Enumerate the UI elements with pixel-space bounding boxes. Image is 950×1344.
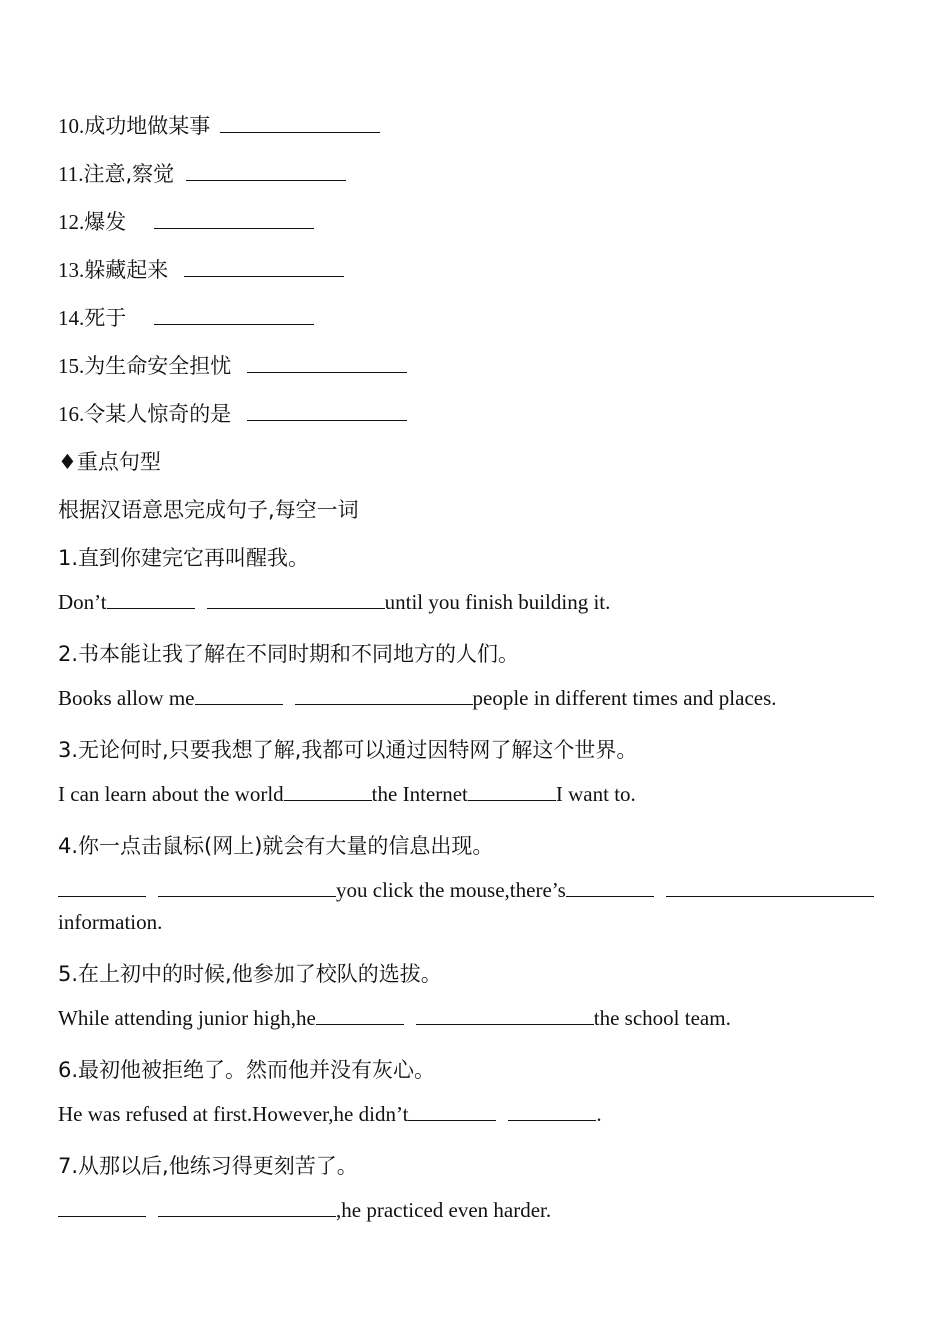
answer-blank[interactable] <box>158 878 336 897</box>
phrase-text: 死于 <box>84 306 127 330</box>
phrase-item-15 <box>58 350 407 380</box>
answer-blank[interactable] <box>186 162 346 181</box>
sentence-text: until you finish building it. <box>384 590 611 614</box>
sentence-6-chinese: 6.最初他被拒绝了。然而他并没有灰心。 <box>58 1058 436 1082</box>
answer-blank[interactable] <box>316 1006 404 1025</box>
phrase-text: 注意,察觉 <box>83 162 175 186</box>
sentence-text: . <box>596 1102 602 1126</box>
answer-blank[interactable] <box>247 354 407 373</box>
answer-blank[interactable] <box>207 590 385 609</box>
phrase-number: 13. <box>58 258 85 282</box>
answer-blank[interactable] <box>508 1102 596 1121</box>
answer-blank[interactable] <box>666 878 874 897</box>
sentence-6-english <box>58 1102 602 1127</box>
sentence-5-english <box>58 1006 731 1031</box>
sentence-1-chinese: 1.直到你建完它再叫醒我。 <box>58 546 310 570</box>
phrase-text: 爆发 <box>84 210 127 234</box>
answer-blank[interactable] <box>416 1006 594 1025</box>
sentence-text: information. <box>58 910 163 934</box>
phrase-number: 15. <box>58 354 85 378</box>
phrase-text: 躲藏起来 <box>84 258 169 282</box>
phrase-item-12 <box>58 206 314 236</box>
phrase-number: 11. <box>58 162 84 186</box>
section-instruction: 根据汉语意思完成句子,每空一词 <box>58 498 359 522</box>
sentence-text: Don’t <box>58 590 107 614</box>
sentence-text: ,he practiced even harder. <box>336 1198 552 1222</box>
answer-blank[interactable] <box>284 782 372 801</box>
answer-blank[interactable] <box>195 686 283 705</box>
sentence-text: Books allow me <box>58 686 195 710</box>
answer-blank[interactable] <box>468 782 556 801</box>
phrase-item-16 <box>58 398 407 428</box>
phrase-number: 16. <box>58 402 85 426</box>
sentence-text: He was refused at first.However,he didn’t <box>58 1102 409 1126</box>
phrase-number: 10. <box>58 114 85 138</box>
sentence-2-english <box>58 686 777 711</box>
answer-blank[interactable] <box>58 878 146 897</box>
sentence-text: I can learn about the world <box>58 782 284 806</box>
sentence-4-english <box>58 878 874 903</box>
phrase-item-13 <box>58 254 344 284</box>
phrase-text: 令某人惊奇的是 <box>84 402 232 426</box>
answer-blank[interactable] <box>58 1198 146 1217</box>
answer-blank[interactable] <box>220 114 380 133</box>
phrase-text: 为生命安全担忧 <box>84 354 232 378</box>
sentence-text: you click the mouse,there’s <box>336 878 566 902</box>
sentence-text: people in different times and places. <box>472 686 777 710</box>
answer-blank[interactable] <box>154 210 314 229</box>
answer-blank[interactable] <box>247 402 407 421</box>
sentence-7-chinese: 7.从那以后,他练习得更刻苦了。 <box>58 1154 358 1178</box>
sentence-5-chinese: 5.在上初中的时候,他参加了校队的选拔。 <box>58 962 442 986</box>
sentence-text: the school team. <box>593 1006 731 1030</box>
sentence-3-chinese: 3.无论何时,只要我想了解,我都可以通过因特网了解这个世界。 <box>58 738 638 762</box>
answer-blank[interactable] <box>107 590 195 609</box>
phrase-number: 14. <box>58 306 85 330</box>
phrase-item-14 <box>58 302 314 332</box>
answer-blank[interactable] <box>154 306 314 325</box>
sentence-7-english <box>58 1198 551 1223</box>
phrase-number: 12. <box>58 210 85 234</box>
sentence-3-english <box>58 782 636 807</box>
answer-blank[interactable] <box>566 878 654 897</box>
answer-blank[interactable] <box>158 1198 336 1217</box>
answer-blank[interactable] <box>184 258 344 277</box>
sentence-1-english <box>58 590 610 615</box>
answer-blank[interactable] <box>408 1102 496 1121</box>
sentence-text: I want to. <box>555 782 636 806</box>
answer-blank[interactable] <box>295 686 473 705</box>
phrase-item-11 <box>58 158 346 188</box>
phrase-text: 成功地做某事 <box>84 114 211 138</box>
sentence-4-chinese: 4.你一点击鼠标(网上)就会有大量的信息出现。 <box>58 834 494 858</box>
sentence-text: While attending junior high,he <box>58 1006 316 1030</box>
sentence-2-chinese: 2.书本能让我了解在不同时期和不同地方的人们。 <box>58 642 520 666</box>
sentence-4-english-continued <box>58 910 162 935</box>
section-heading: ♦重点句型 <box>58 450 161 474</box>
sentence-text: the Internet <box>371 782 468 806</box>
phrase-item-10 <box>58 110 380 140</box>
